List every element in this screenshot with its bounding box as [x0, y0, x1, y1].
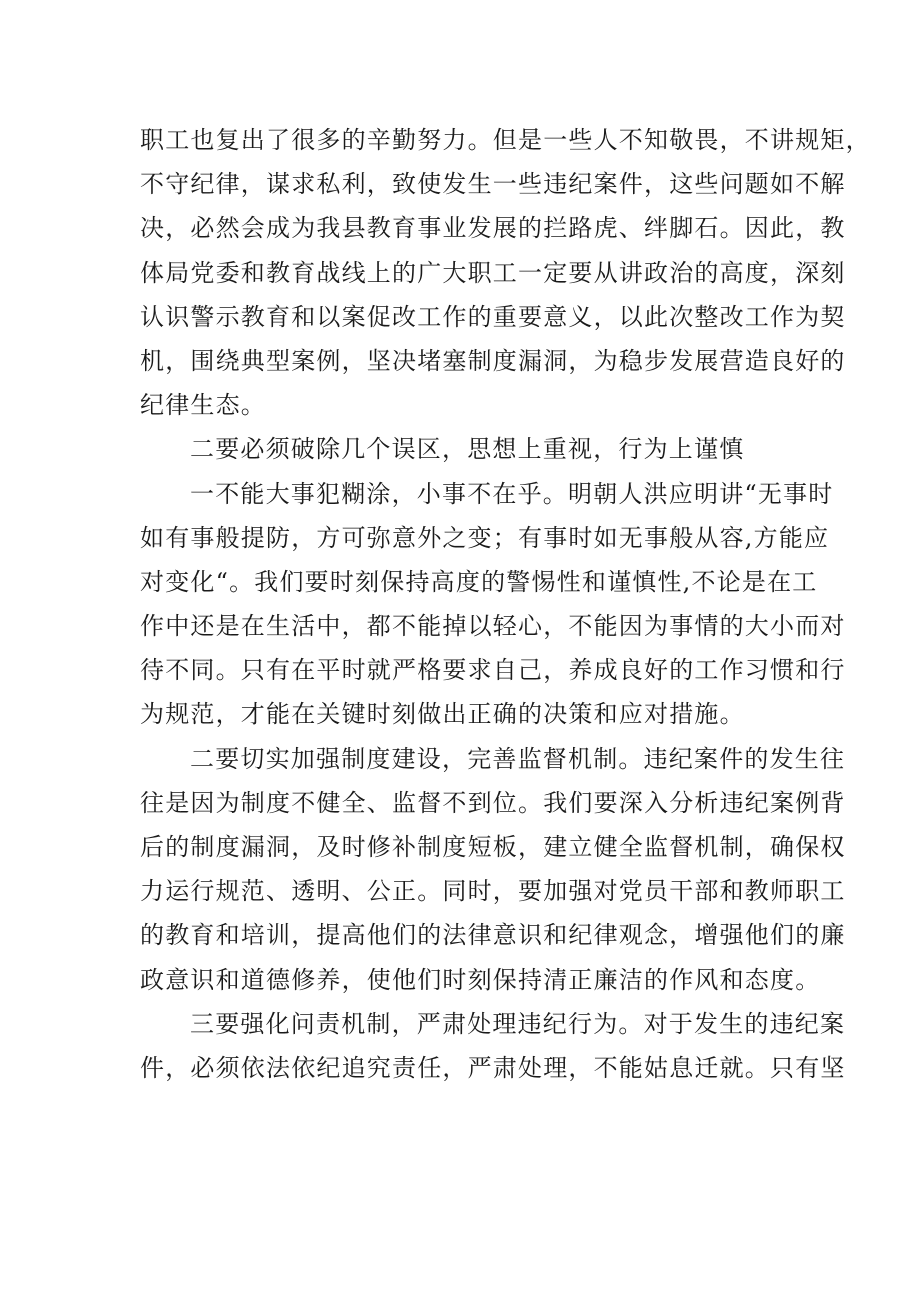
- text-line: 二要切实加强制度建设，完善监督机制。违纪案件的发生往: [190, 744, 846, 773]
- text-line: 认识警示教育和以案促改工作的重要意义，以此次整改工作为契: [140, 302, 846, 331]
- text-line: 的教育和培训，提高他们的法律意识和纪律观念，增强他们的廉: [140, 921, 846, 950]
- text-line: 纪律生态。: [140, 391, 266, 420]
- text-line: 后的制度漏洞，及时修补制度短板，建立健全监督机制，确保权: [140, 833, 846, 861]
- text-line: 一不能大事犯糊涂，小事不在乎。明朝人洪应明讲“无事时: [190, 479, 834, 508]
- section-heading: 二要必须破除几个误区，思想上重视，行为上谨慎: [190, 435, 745, 464]
- text-line: 往是因为制度不健全、监督不到位。我们要深入分析违纪案例背: [140, 788, 846, 817]
- text-line: 政意识和道德修养，使他们时刻保持清正廉洁的作风和态度。: [140, 965, 821, 994]
- text-line: 体局党委和教育战线上的广大职工一定要从讲政治的高度，深刻: [140, 258, 846, 287]
- text-line: 力运行规范、透明、公正。同时，要加强对党员干部和教师职工: [140, 877, 846, 906]
- text-line: 为规范，才能在关键时刻做出正确的决策和应对措施。: [140, 700, 745, 729]
- text-line: 机，围绕典型案例，坚决堵塞制度漏洞，为稳步发展营造良好的: [140, 346, 846, 375]
- text-line: 职工也复出了很多的辛勤努力。但是一些人不知敬畏，不讲规矩，: [140, 126, 871, 154]
- text-line: 作中还是在生活中，都不能掉以轻心，不能因为事情的大小而对: [140, 612, 846, 641]
- body-text: [140, 118, 871, 1090]
- text-line: 三要强化问责机制，严肃处理违纪行为。对于发生的违纪案: [190, 1009, 846, 1038]
- text-line: 件，必须依法依纪追究责任，严肃处理，不能姑息迁就。只有坚: [140, 1053, 846, 1082]
- text-line: 如有事般提防，方可弥意外之变；有事时如无事般从容,方能应: [140, 523, 830, 552]
- text-line: 对变化“。我们要时刻保持高度的警惕性和谨慎性,不论是在工: [140, 567, 818, 596]
- text-line: 待不同。只有在平时就严格要求自己，养成良好的工作习惯和行: [140, 656, 846, 685]
- text-line: 不守纪律，谋求私利，致使发生一些违纪案件，这些问题如不解: [140, 170, 846, 199]
- text-line: 决，必然会成为我县教育事业发展的拦路虎、绊脚石。因此，教: [140, 214, 846, 243]
